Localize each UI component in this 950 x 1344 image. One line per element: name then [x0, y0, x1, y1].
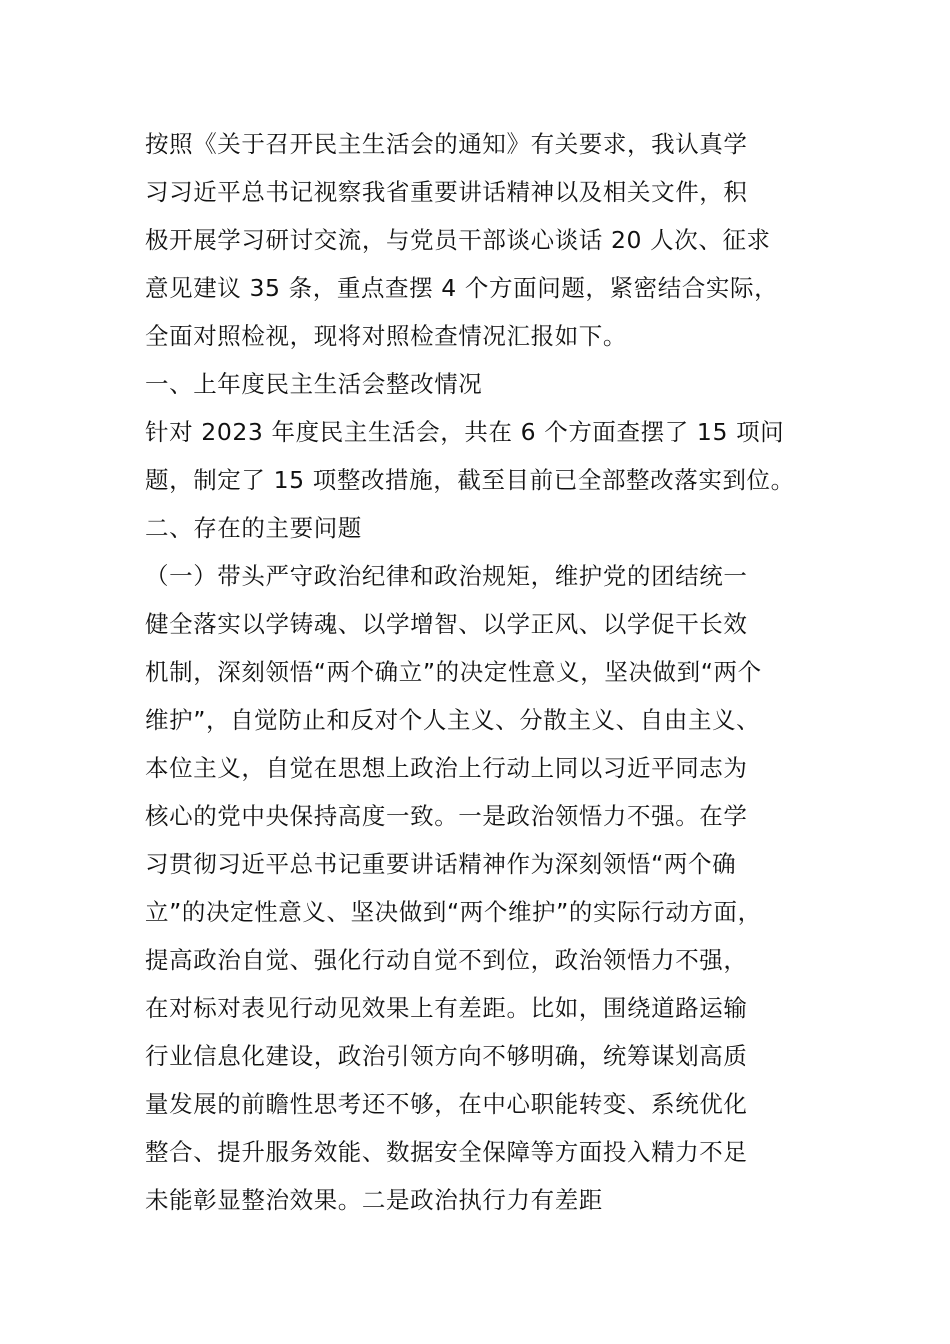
text-line: 意见建议 35 条，重点查摆 4 个方面问题，紧密结合实际，	[145, 274, 779, 302]
text-line: 习习近平总书记视察我省重要讲话精神以及相关文件，积	[145, 178, 748, 206]
section-heading: 一、上年度民主生活会整改情况	[145, 370, 483, 398]
text-line: 行业信息化建设，政治引领方向不够明确，统筹谋划高质	[145, 1042, 748, 1070]
text-line: 习贯彻习近平总书记重要讲话精神作为深刻领悟“两个确	[145, 850, 737, 878]
text-line: 全面对照检视，现将对照检查情况汇报如下。	[145, 322, 627, 350]
text-line: 在对标对表见行动见效果上有差距。比如，围绕道路运输	[145, 994, 748, 1022]
text-line: 按照《关于召开民主生活会的通知》有关要求，我认真学	[145, 130, 748, 158]
section-heading: 二、存在的主要问题	[145, 514, 362, 542]
text-line: 健全落实以学铸魂、以学增智、以学正风、以学促干长效	[145, 610, 748, 638]
text-line: 核心的党中央保持高度一致。一是政治领悟力不强。在学	[145, 802, 748, 830]
text-line: 提高政治自觉、强化行动自觉不到位，政治领悟力不强，	[145, 946, 748, 974]
text-line: 极开展学习研讨交流，与党员干部谈心谈话 20 人次、征求	[145, 226, 771, 254]
text-line: 机制，深刻领悟“两个确立”的决定性意义，坚决做到“两个	[145, 658, 762, 686]
subsection-heading: （一）带头严守政治纪律和政治规矩，维护党的团结统一	[145, 562, 748, 590]
text-line: 整合、提升服务效能、数据安全保障等方面投入精力不足	[145, 1138, 748, 1166]
text-line: 本位主义，自觉在思想上政治上行动上同以习近平同志为	[145, 754, 748, 782]
text-line: 立”的决定性意义、坚决做到“两个维护”的实际行动方面，	[145, 898, 762, 926]
text-line: 题，制定了 15 项整改措施，截至目前已全部整改落实到位。	[145, 466, 795, 494]
document-body	[145, 120, 815, 1224]
text-line: 量发展的前瞻性思考还不够，在中心职能转变、系统优化	[145, 1090, 748, 1118]
text-line: 维护”，自觉防止和反对个人主义、分散主义、自由主义、	[145, 706, 761, 734]
text-line: 针对 2023 年度民主生活会，共在 6 个方面查摆了 15 项问	[145, 418, 785, 446]
text-line: 未能彰显整治效果。二是政治执行力有差距	[145, 1186, 603, 1214]
